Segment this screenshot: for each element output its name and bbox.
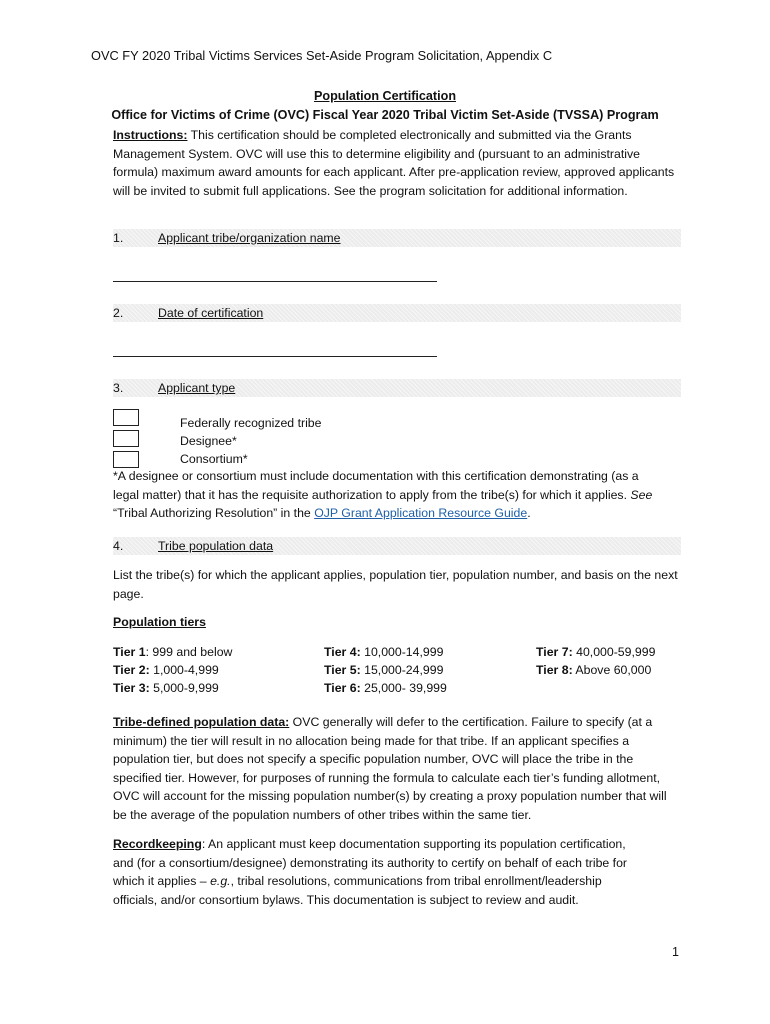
tier-4-value: 10,000-14,999 <box>360 645 444 659</box>
tier-7-label: Tier 7: <box>536 645 573 659</box>
tiers-heading: Population tiers <box>113 615 206 629</box>
section-1-bar <box>113 229 681 247</box>
tier-4 <box>324 643 447 661</box>
document-title: Population Certification <box>313 89 457 103</box>
designee-note-text: *A designee or consortium must include documentation with this certification demonstrating (as a legal matter) that it has the requisite authorization to apply from the tribe(s) for which it applies. <box>113 469 639 502</box>
section-2-bar <box>113 304 681 322</box>
tier-1-value: : 999 and below <box>145 645 233 659</box>
designee-note-end: . <box>527 506 531 521</box>
page-header: OVC FY 2020 Tribal Victims Services Set-Aside Program Solicitation, Appendix C <box>91 48 553 63</box>
tier-3 <box>113 679 232 697</box>
tiers-column-2 <box>324 643 447 697</box>
recordkeeping-text: : An applicant must keep documentation supporting its population certification, and (for a consortium/designee) demonstrating its authority to certify on behalf of each tribe for which it applies – <box>113 837 628 889</box>
tier-3-label: Tier 3: <box>113 681 150 695</box>
section-1-number: 1. <box>113 231 124 245</box>
tiers-column-1 <box>113 643 232 697</box>
recordkeeping-label: Recordkeeping <box>113 837 202 851</box>
page-number: 1 <box>672 945 679 959</box>
tier-6 <box>324 679 447 697</box>
section-3-bar <box>113 379 681 397</box>
tribe-defined-text: OVC generally will defer to the certification. Failure to specify (at a minimum) the tier will result in no allocation being made for that tribe. If an applicant specifies a population tier, but does not specify a specific population number, OVC will place the tribe in the specified tier. However, for purposes of running the formula to calculate each tier’s funding allotment, OVC will account for the missing population number(s) by creating a proxy population number that will be the average of the population numbers of other tribes within the same tier. <box>113 715 667 822</box>
instructions-paragraph <box>113 126 683 200</box>
section-2-number: 2. <box>113 306 124 320</box>
applicant-type-label-consortium: Consortium* <box>180 452 248 466</box>
tribe-defined-paragraph <box>113 713 683 825</box>
instructions-text: This certification should be completed electronically and submitted via the Grants Management System. OVC will use this to determine eligibility and (pursuant to an administrative formula) maximum award amounts for each applicant. After pre-application review, approved applicants will be invited to submit full applications. See the program solicitation for additional information. <box>113 128 675 198</box>
tier-1-label: Tier 1 <box>113 645 146 659</box>
designee-note-see: See <box>630 487 653 502</box>
recordkeeping-eg: e.g. <box>210 874 231 889</box>
document-subtitle: Office for Victims of Crime (OVC) Fiscal Year 2020 Tribal Victim Set-Aside (TVSSA) Program <box>111 108 659 122</box>
checkbox-federally-recognized-tribe[interactable] <box>113 409 139 426</box>
tier-1 <box>113 643 232 661</box>
recordkeeping-paragraph <box>113 835 643 909</box>
tiers-column-3 <box>536 643 655 679</box>
tier-5-value: 15,000-24,999 <box>360 663 444 677</box>
tier-8-label: Tier 8: <box>536 663 573 677</box>
tier-5-label: Tier 5: <box>324 663 361 677</box>
population-intro: List the tribe(s) for which the applicant applies, population tier, population number, and basis on the next page. <box>113 568 678 601</box>
tier-7-value: 40,000-59,999 <box>572 645 656 659</box>
tier-8 <box>536 661 655 679</box>
section-2-label: Date of certification <box>158 306 264 320</box>
tier-7 <box>536 643 655 661</box>
designee-note <box>113 467 653 523</box>
tier-8-value: Above 60,000 <box>572 663 652 677</box>
section-3-number: 3. <box>113 381 124 395</box>
resource-guide-link[interactable]: OJP Grant Application Resource Guide <box>314 506 528 521</box>
tier-6-label: Tier 6: <box>324 681 361 695</box>
checkbox-designee[interactable] <box>113 430 139 447</box>
checkbox-consortium[interactable] <box>113 451 139 468</box>
designee-note-mid: “Tribal Authorizing Resolution” in the <box>113 506 315 521</box>
tier-2 <box>113 661 232 679</box>
applicant-name-field-line[interactable] <box>113 281 437 282</box>
recordkeeping-text-end: , tribal resolutions, communications from tribal enrollment/leadership officials, and/or consortium bylaws. This documentation is subject to review and audit. <box>113 874 602 907</box>
applicant-type-label-designee: Designee* <box>180 434 237 448</box>
instructions-label: Instructions: <box>113 128 188 142</box>
section-4-number: 4. <box>113 539 124 553</box>
tier-2-label: Tier 2: <box>113 663 150 677</box>
section-3-label: Applicant type <box>158 381 236 395</box>
section-4-label: Tribe population data <box>158 539 274 553</box>
tier-5 <box>324 661 447 679</box>
section-4-bar <box>113 537 681 555</box>
applicant-type-label-tribe: Federally recognized tribe <box>180 416 322 430</box>
tier-3-value: 5,000-9,999 <box>149 681 219 695</box>
tier-6-value: 25,000- 39,999 <box>360 681 447 695</box>
tribe-defined-label: Tribe-defined population data: <box>113 715 290 729</box>
tier-4-label: Tier 4: <box>324 645 361 659</box>
section-1-label: Applicant tribe/organization name <box>158 231 341 245</box>
certification-date-field-line[interactable] <box>113 356 437 357</box>
tier-2-value: 1,000-4,999 <box>149 663 219 677</box>
